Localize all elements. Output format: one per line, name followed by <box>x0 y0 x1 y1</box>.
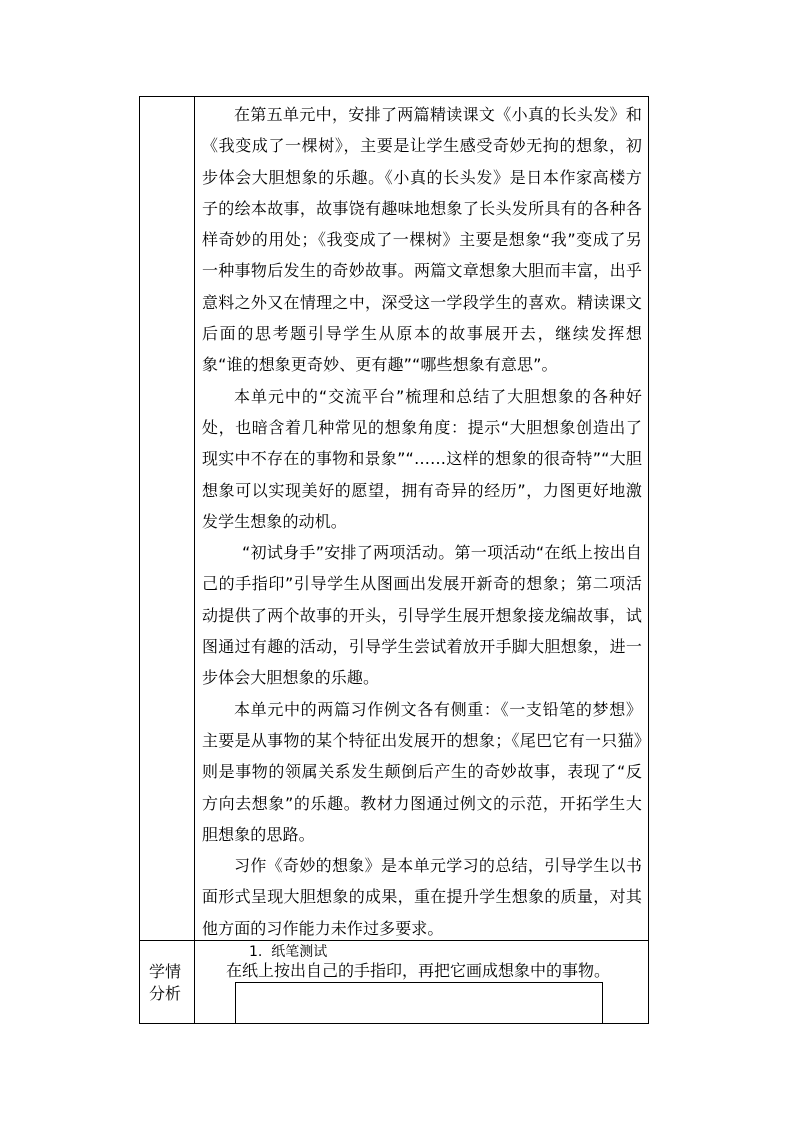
test-task: 在纸上按出自己的手指印，再把它画成想象中的事物。 <box>226 961 611 980</box>
paragraph-1: 在第五单元中，安排了两篇精读课文《小真的长头发》和《我变成了一棵树》，主要是让学生感受奇妙无拘的想象，初步体会大胆想象的乐趣。《小真的长头发》是日本作家高楼方子的绘本故事，故事饶有趣味地想象了长头发所具有的各种各样奇妙的用处；《我变成了一棵树》主要是想象“我”变成了另一种事物后发生的奇妙故事。两篇文章想象大胆而丰富，出乎意料之外又在情理之中，深受这一学段学生的喜欢。精读课文后面的思考题引导学生从原本的故事展开去，继续发挥想象“谁的想象更奇妙、更有趣”“哪些想象有意思”。 <box>202 105 642 375</box>
item-title: 纸笔测试 <box>271 944 328 960</box>
analysis-label: 学情分析 <box>149 962 182 1003</box>
column-divider <box>194 97 195 1023</box>
unit-analysis-text <box>202 99 642 944</box>
item-number: 1. <box>249 944 263 960</box>
paragraph-4: 本单元中的两篇习作例文各有侧重：《一支铅笔的梦想》主要是从事物的某个特征出发展开的想象；《尾巴它有一只猫》则是事物的领属关系发生颠倒后产生的奇妙故事，表现了“反方向去想象”的乐趣。教材力图通过例文的示范，开拓学生大胆想象的思路。 <box>202 699 642 844</box>
paragraph-3: “初试身手”安排了两项活动。第一项活动“在纸上按出自己的手指印”引导学生从图画出发展开新奇的想象；第二项活动提供了两个故事的开头，引导学生展开想象接龙编故事，试图通过有趣的活动，引导学生尝试着放开手脚大胆想象，进一步体会大胆想象的乐趣。 <box>202 543 642 688</box>
analysis-label-cell <box>140 941 194 1025</box>
test-item-heading <box>249 943 327 961</box>
drawing-answer-box <box>235 982 603 1024</box>
paragraph-2: 本单元中的“交流平台”梳理和总结了大胆想象的各种好处，也暗含着几种常见的想象角度：提示“大胆想象创造出了现实中不存在的事物和景象”“……这样的想象的很奇特”“大胆想象可以实现美好的愿望，拥有奇异的经历”，力图更好地激发学生想象的动机。 <box>202 386 642 531</box>
analysis-content-cell <box>195 941 650 1025</box>
paragraph-5: 习作《奇妙的想象》是本单元学习的总结，引导学生以书面形式呈现大胆想象的成果，重在提升学生想象的质量，对其他方面的习作能力未作过多要求。 <box>202 856 642 938</box>
lesson-table <box>139 96 649 1024</box>
